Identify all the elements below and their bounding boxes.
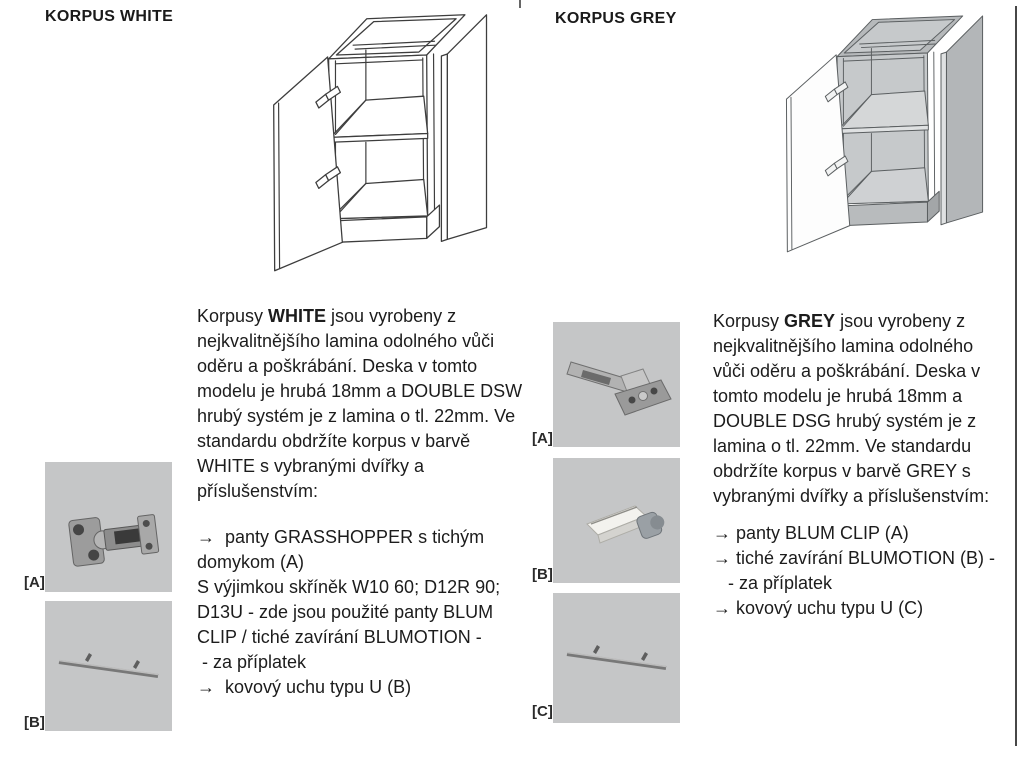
text-line: WHITE s vybranými dvířky a [197, 456, 425, 476]
text-line: tomto modelu je hrubá 18mm a [713, 386, 963, 406]
intro-paragraph [713, 334, 995, 509]
hardware-label-b: [B] [24, 714, 45, 731]
intro-run: Korpusy [197, 306, 269, 326]
feature-list [197, 525, 522, 700]
intro-run: jsou vyrobeny z [835, 311, 966, 331]
text-line: → tiché zavírání BLUMOTION (B) - [713, 548, 996, 568]
blum-clip-hinge-icon [553, 322, 680, 447]
scan-tick-mark [519, 0, 521, 8]
text-line: - za příplatek [197, 652, 307, 672]
hardware-label-a: [A] [24, 574, 45, 591]
white-description [197, 304, 522, 700]
u-handle-icon [45, 601, 172, 731]
text-line: vůči oděru a poškrábání. Deska v [713, 361, 981, 381]
intro-run: jsou vyrobeny z [326, 306, 457, 326]
hardware-photo-a [553, 322, 680, 447]
paragraph-gap [197, 504, 522, 525]
title-name: GREY [630, 10, 677, 27]
hardware-photo-c [553, 593, 680, 723]
paragraph-gap [713, 509, 995, 521]
text-line: → panty BLUM CLIP (A) [713, 523, 909, 543]
hardware-photo-b [45, 601, 172, 731]
side-panel [441, 15, 486, 242]
intro-run-bold: WHITE [268, 306, 327, 326]
hardware-photo-b [553, 458, 680, 583]
hardware-label-a: [A] [532, 430, 553, 447]
text-line: lamina o tl. 22mm. Ve standardu [713, 436, 972, 456]
text-line: nejkvalitnějšího lamina odolného vůči [197, 331, 495, 351]
intro-run-bold: GREY [784, 311, 836, 331]
title-prefix: KORPUS [45, 8, 120, 25]
title-name: WHITE [120, 8, 174, 25]
text-line: vybranými dvířky a příslušenstvím: [713, 486, 990, 506]
title-prefix: KORPUS [555, 10, 630, 27]
korpus-grey-title [555, 10, 677, 28]
text-line: oděru a poškrábání. Deska v tomto [197, 356, 478, 376]
text-line: domykom (A) [197, 552, 305, 572]
text-line: nejkvalitnějšího lamina odolného [713, 336, 974, 356]
hardware-label-b: [B] [532, 566, 553, 583]
korpus-white-title [45, 8, 173, 26]
intro-paragraph [197, 329, 522, 504]
text-line: DOUBLE DSG hrubý systém je z [713, 411, 977, 431]
text-line: - za příplatek [713, 573, 833, 593]
text-line: standardu obdržíte korpus v barvě [197, 431, 471, 451]
grey-description [713, 309, 995, 621]
text-line: modelu je hrubá 18mm a DOUBLE DSW [197, 381, 523, 401]
white-cabinet-drawing [258, 4, 513, 290]
text-line: D13U - zde jsou použité panty BLUM [197, 602, 494, 622]
cabinet-isometric-icon [772, 6, 1007, 270]
text-line: obdržíte korpus v barvě GREY s [713, 461, 971, 481]
text-line: CLIP / tiché zavírání BLUMOTION - [197, 627, 482, 647]
text-line: → kovový uchu typu U (C) [713, 598, 924, 618]
hardware-photo-a [45, 462, 172, 592]
u-handle-icon [553, 593, 680, 723]
side-panel [941, 16, 983, 225]
grasshopper-hinge-icon [45, 462, 172, 592]
cabinet-isometric-icon [258, 4, 513, 290]
text-line: → kovový uchu typu U (B) [197, 677, 412, 697]
blumotion-damper-icon [553, 458, 680, 583]
page-divider [1015, 6, 1017, 746]
text-line: S výjimkou skříněk W10 60; D12R 90; [197, 577, 501, 597]
intro-run: Korpusy [713, 311, 785, 331]
text-line: hrubý systém je z lamina o tl. 22mm. Ve [197, 406, 516, 426]
grey-cabinet-drawing [772, 6, 1007, 270]
hardware-label-c: [C] [532, 703, 553, 720]
text-line: příslušenstvím: [197, 481, 319, 501]
text-line: → panty GRASSHOPPER s tichým [197, 527, 485, 547]
text-line [713, 309, 995, 334]
text-line [197, 304, 522, 329]
feature-list [713, 521, 995, 621]
